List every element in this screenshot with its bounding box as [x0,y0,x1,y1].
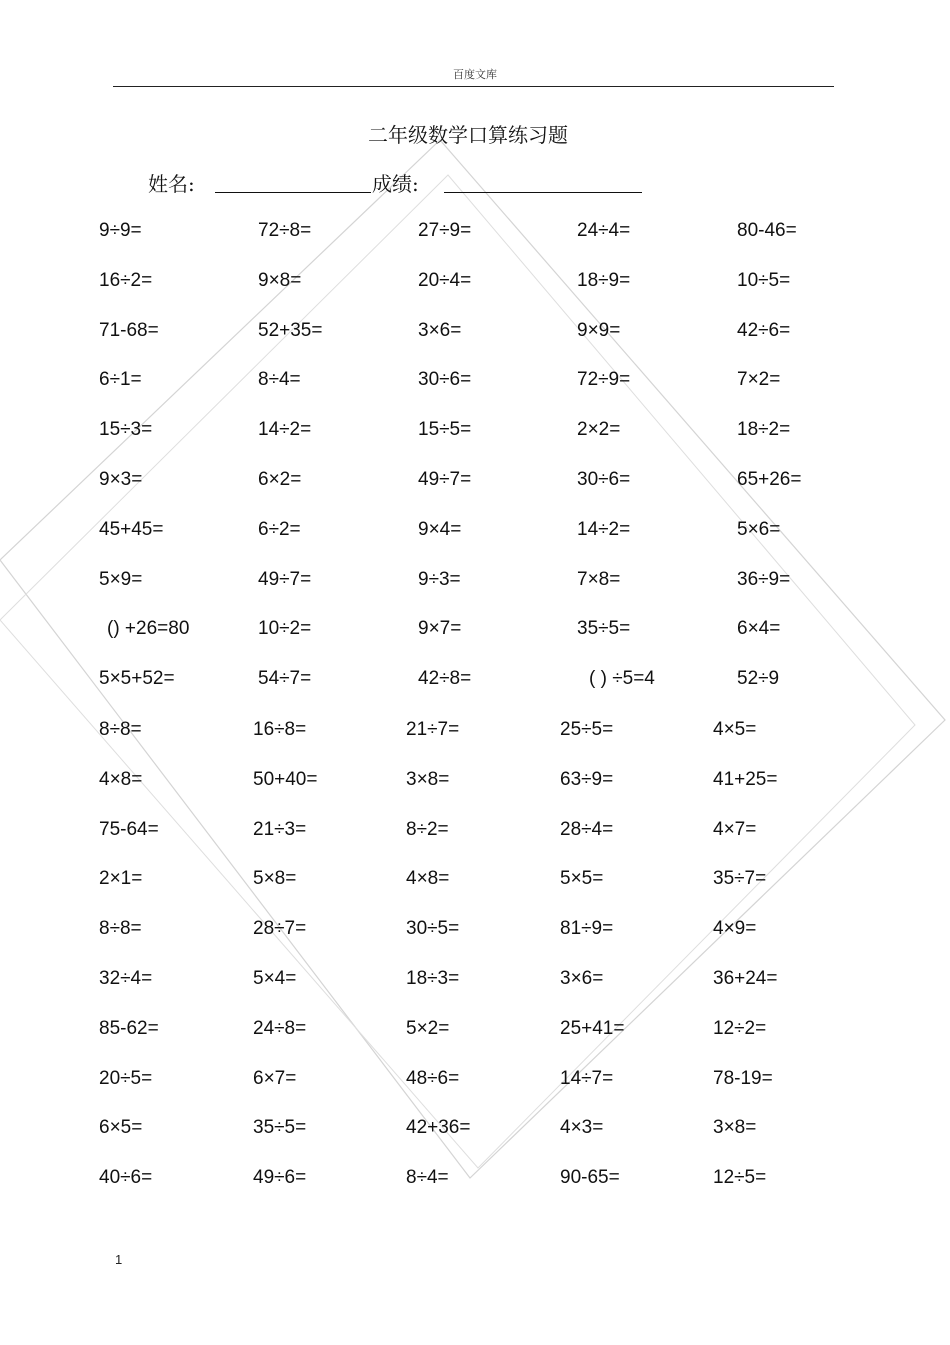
problem-item: 3×6= [560,968,604,989]
problem-item: 18÷2= [737,419,791,441]
problem-item: 9×8= [258,269,302,291]
problem-item: 6×2= [258,469,302,490]
problem-item: 18÷9= [577,269,631,291]
problem-item: 16÷8= [253,719,307,740]
problem-item: 49÷7= [258,568,312,590]
problem-item: 6÷1= [99,369,142,391]
problem-item: () +26=80 [107,618,190,640]
problem-item: 75-64= [99,818,159,840]
problem-item: 4×3= [560,1117,604,1139]
problem-item: 4×7= [713,818,757,840]
problem-item: 20÷5= [99,1067,153,1089]
problem-item: 42+36= [406,1117,471,1139]
problem-item: 49÷6= [253,1167,307,1189]
problem-item: 28÷4= [560,818,614,840]
problem-item: 36÷9= [737,568,791,590]
problem-item: 6÷2= [258,518,301,540]
problem-item: 6×7= [253,1067,297,1089]
problem-item: 30÷5= [406,918,460,940]
problem-item: 71-68= [99,319,159,341]
problem-item: 49÷7= [418,469,472,490]
problem-item: 14÷2= [577,518,631,540]
problem-item: 2×1= [99,868,143,890]
problem-item: 20÷4= [418,269,472,291]
problem-item: 3×8= [406,768,450,790]
problem-item: 24÷8= [253,1017,307,1039]
problem-item: 16÷2= [99,269,153,291]
problem-item: 4×9= [713,918,757,940]
problem-item: 35÷7= [713,868,767,890]
problem-item: 5×8= [253,868,297,890]
worksheet-title: 二年级数学口算练习题 [368,123,568,147]
problem-item: 54÷7= [258,668,312,690]
problem-item: 50+40= [253,768,318,790]
problem-item: 15÷5= [418,419,472,441]
problem-item: 8÷8= [99,918,142,940]
problem-item: 72÷8= [258,220,312,241]
problem-item: 40÷6= [99,1167,153,1189]
problem-item: 45+45= [99,518,164,540]
page-number: 1 [115,1252,123,1267]
problem-item: 14÷2= [258,419,312,441]
problem-item: 9÷9= [99,220,142,241]
problem-item: 4×5= [713,719,757,740]
problem-item: 27÷9= [418,220,472,241]
header-source: 百度文库 [453,68,497,81]
problem-item: 9×7= [418,618,462,640]
problem-item: 25+41= [560,1017,625,1039]
problem-item: 18÷3= [406,968,460,989]
problem-item: 7×2= [737,369,781,391]
problem-item: 90-65= [560,1167,620,1189]
problem-item: 8÷8= [99,719,142,740]
problem-item: 8÷4= [406,1167,449,1189]
problem-item: 14÷7= [560,1067,614,1089]
problem-item: 9×9= [577,319,621,341]
problem-item: 8÷2= [406,818,449,840]
problem-item: 2×2= [577,419,621,441]
problem-item: 4×8= [406,868,450,890]
score-label: 成绩: [372,172,419,196]
problem-item: 21÷7= [406,719,460,740]
problem-item: 10÷5= [737,269,791,291]
name-label: 姓名: [148,172,195,196]
problem-item: 12÷5= [713,1167,767,1189]
problem-item: 5×4= [253,968,297,989]
problem-item: 25÷5= [560,719,614,740]
problem-item: 21÷3= [253,818,307,840]
problem-item: 36+24= [713,968,778,989]
problem-item: 78-19= [713,1067,773,1089]
problem-item: 9×4= [418,518,462,540]
problem-item: 42÷8= [418,668,472,690]
problem-item: 3×8= [713,1117,757,1139]
problem-item: 5×2= [406,1017,450,1039]
problem-item: 4×8= [99,768,143,790]
problem-item: 32÷4= [99,968,153,989]
problem-item: 5×9= [99,568,143,590]
problem-item: 8÷4= [258,369,301,391]
problem-item: 5×5= [560,868,604,890]
problem-item: 24÷4= [577,220,631,241]
problem-item: 30÷6= [418,369,472,391]
problem-item: 10÷2= [258,618,312,640]
problem-item: 7×8= [577,568,621,590]
problem-item: 48÷6= [406,1067,460,1089]
name-blank[interactable] [215,192,371,193]
problem-item: 3×6= [418,319,462,341]
problem-item: 5×6= [737,518,781,540]
problem-item: 28÷7= [253,918,307,940]
problem-item: 41+25= [713,768,778,790]
problem-item: 6×4= [737,618,781,640]
problem-item: 9÷3= [418,568,461,590]
header-divider [113,86,834,87]
problem-item: 30÷6= [577,469,631,490]
problem-item: 63÷9= [560,768,614,790]
problem-item: ( ) ÷5=4 [589,668,655,690]
score-blank[interactable] [444,192,642,193]
problem-item: 35÷5= [253,1117,307,1139]
problem-item: 80-46= [737,220,797,241]
problem-item: 12÷2= [713,1017,767,1039]
problem-item: 52÷9 [737,668,780,690]
problem-item: 72÷9= [577,369,631,391]
problem-item: 52+35= [258,319,323,341]
problem-item: 85-62= [99,1017,159,1039]
problem-item: 65+26= [737,469,802,490]
problem-item: 42÷6= [737,319,791,341]
problem-item: 35÷5= [577,618,631,640]
problem-item: 5×5+52= [99,668,175,690]
problem-item: 15÷3= [99,419,153,441]
problem-item: 6×5= [99,1117,143,1139]
problem-item: 81÷9= [560,918,614,940]
problem-item: 9×3= [99,469,143,490]
